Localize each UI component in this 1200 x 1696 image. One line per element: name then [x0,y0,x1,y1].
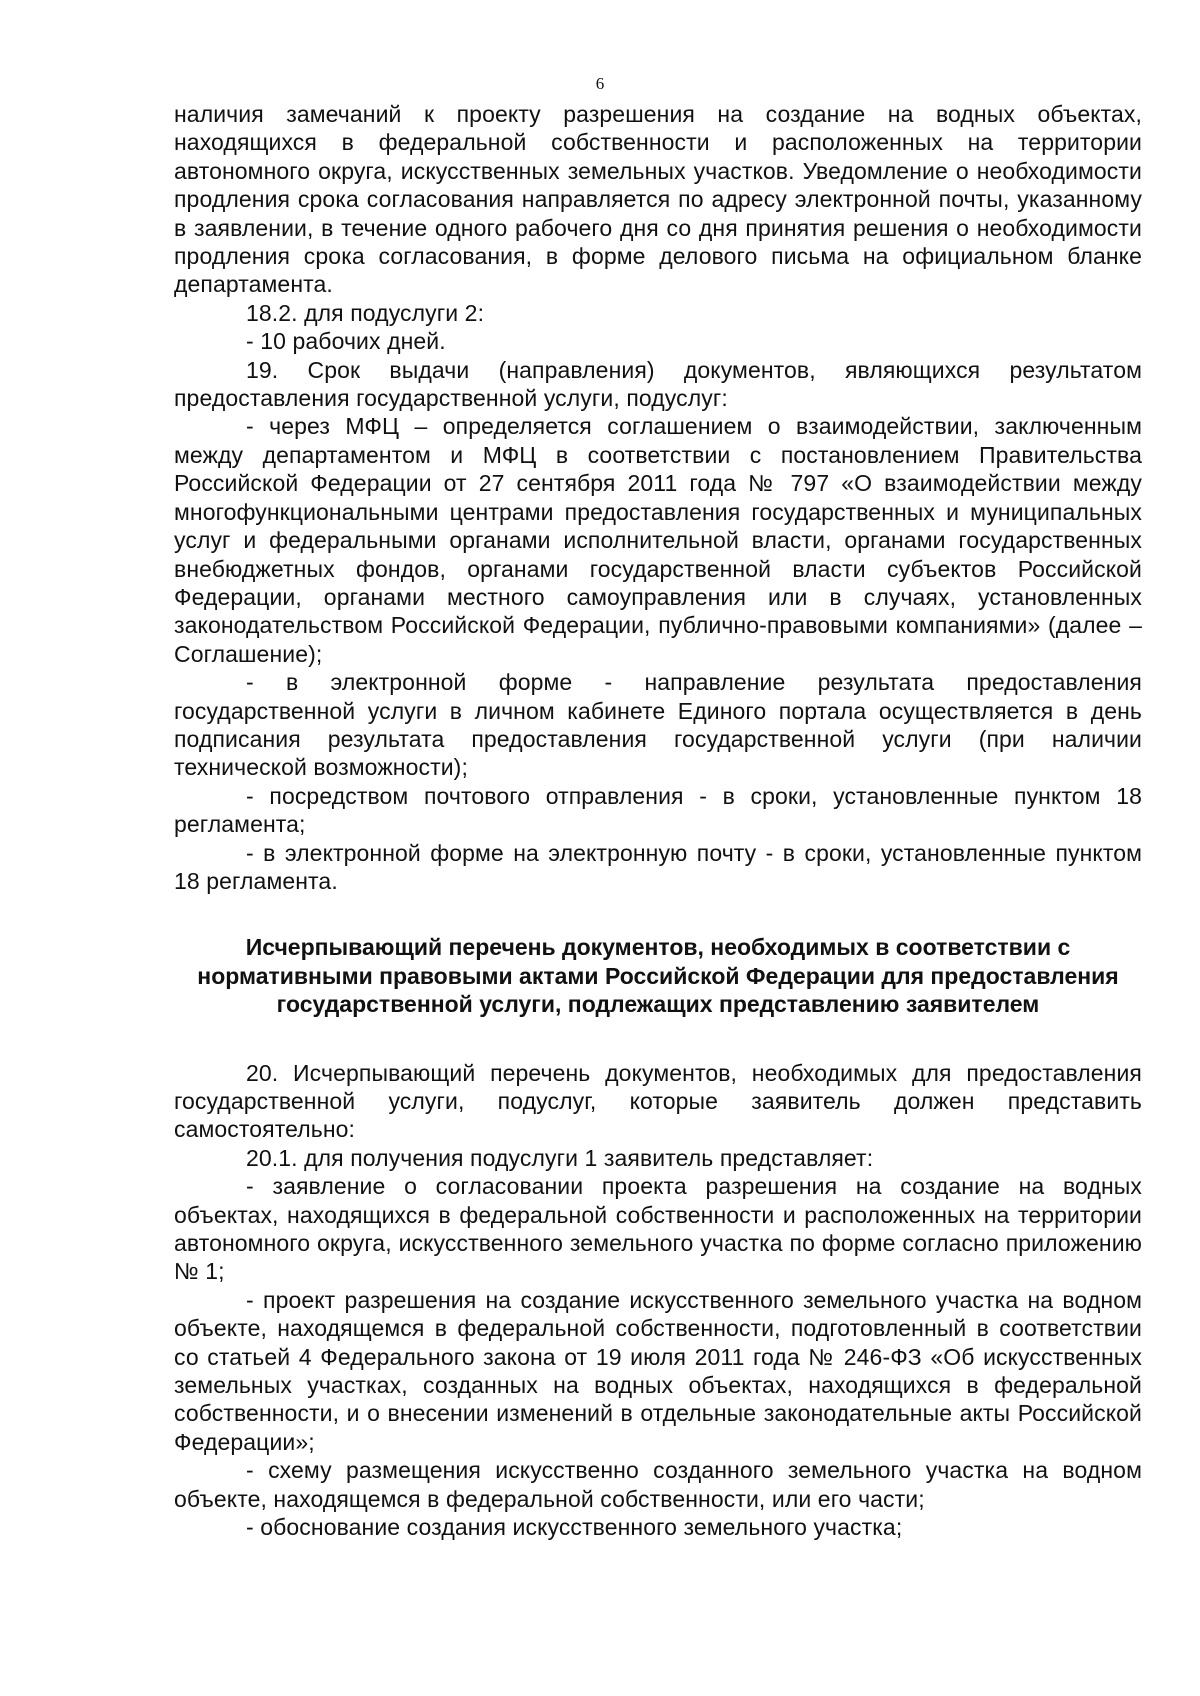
paragraph: 20. Исчерпывающий перечень документов, необходимых для предоставления государственной услуги, подуслуг, которые заявитель должен представить самостоятельно: [174,1059,1142,1143]
paragraph: наличия замечаний к проекту разрешения на создание на водных объектах, находящихся в федеральной собственности и расположенных на территории автономного округа, искусственных земельных участков. Уведомление о необходимости продления срока согласования направляется по адресу электронной почты, указанному в заявлении, в течение одного рабочего дня со дня принятия решения о необходимости продления срока согласования, в форме делового письма на официальном бланке департамента. [174,101,1142,298]
paragraph: - в электронной форме на электронную почту - в сроки, установленные пунктом 18 регламента. [174,839,1142,894]
paragraph: - заявление о согласовании проекта разрешения на создание на водных объектах, находящихся в федеральной собственности и расположенных на территории автономного округа, искусственного земельного участка по форме согласно приложению № 1; [174,1173,1142,1285]
paragraph: - посредством почтового отправления - в сроки, установленные пунктом 18 регламента; [174,782,1142,838]
paragraph: - обоснование создания искусственного земельного участка; [246,1514,903,1541]
section-after-heading [174,1059,1142,1542]
page-number: 6 [595,74,605,93]
paragraph: - схему размещения искусственно созданного земельного участка на водном объекте, находящемся в федеральной собственности, или его части; [174,1457,1142,1512]
section-before-heading [174,100,1142,895]
paragraph: - через МФЦ – определяется соглашением о взаимодействии, заключенным между департаментом и МФЦ в соответствии с постановлением Правительства Российской Федерации от 27 сентября 2011 года № 797 «О взаимодействии между многофункциональными центрами предоставления государственных и муниципальных услуг и федеральными органами исполнительной власти, органами государственных внебюджетных фондов, органами государственной власти субъектов Российской Федерации, органами местного самоуправления или в случаях, установленных законодательством Российской Федерации, публично-правовыми компаниями» (далее – Соглашение); [174,413,1142,667]
paragraph: - 10 рабочих дней. [246,328,446,355]
paragraph: 20.1. для получения подуслуги 1 заявитель представляет: [246,1144,874,1171]
paragraph: - в электронной форме - направление результата предоставления государственной услуги в личном кабинете Единого портала осуществляется в день подписания результата предоставления государственной услуги (при наличии технической возможности); [174,669,1142,781]
paragraph: 19. Срок выдачи (направления) документов, являющихся результатом предоставления государственной услуги, подуслуг: [174,356,1142,412]
document-body [174,100,1142,1542]
section-heading: Исчерпывающий перечень документов, необходимых в соответствии с нормативными правовыми актами Российской Федерации для предоставления государственной услуги, подлежащих представлению заявителем [197,934,1119,1018]
paragraph: 18.2. для подуслуги 2: [246,299,485,326]
paragraph: - проект разрешения на создание искусственного земельного участка на водном объекте, находящемся в федеральной собственности, подготовленный в соответствии со статьей 4 Федерального закона от 19 июля 2011 года № 246-ФЗ «Об искусственных земельных участках, созданных на водных объектах, находящихся в федеральной собственности, и о внесении изменений в отдельные законодательные акты Российской Федерации»; [174,1286,1142,1455]
